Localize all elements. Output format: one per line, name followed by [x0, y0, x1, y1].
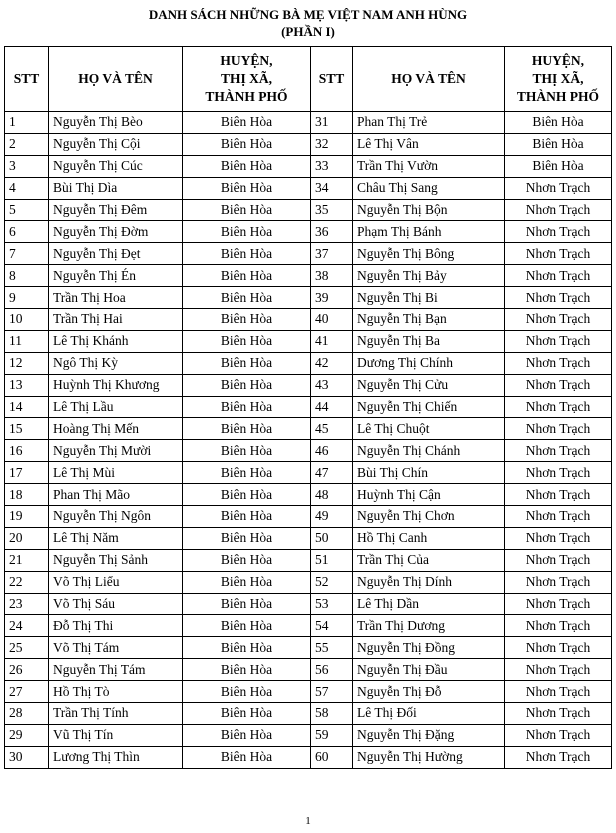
cell-stt-left: 3: [5, 155, 49, 177]
cell-stt-right: 32: [311, 133, 353, 155]
cell-name-left: Hoàng Thị Mến: [49, 418, 183, 440]
cell-name-left: Bùi Thị Dìa: [49, 177, 183, 199]
cell-place-left: Biên Hòa: [183, 746, 311, 768]
cell-name-left: Nguyễn Thị Tám: [49, 659, 183, 681]
table-header-row: [5, 47, 612, 112]
cell-name-left: Lê Thị Khánh: [49, 330, 183, 352]
cell-name-right: Lê Thị Vân: [353, 133, 505, 155]
cell-stt-left: 19: [5, 506, 49, 528]
table-row: [5, 221, 612, 243]
cell-stt-left: 18: [5, 484, 49, 506]
cell-place-left: Biên Hòa: [183, 133, 311, 155]
cell-name-right: Phan Thị Trẻ: [353, 112, 505, 134]
header-place-line3: THÀNH PHỐ: [205, 89, 288, 104]
cell-place-right: Nhơn Trạch: [505, 418, 612, 440]
cell-stt-right: 46: [311, 440, 353, 462]
cell-name-right: Trần Thị Vườn: [353, 155, 505, 177]
cell-place-right: Nhơn Trạch: [505, 199, 612, 221]
table-row: [5, 177, 612, 199]
table-body: [5, 112, 612, 769]
cell-stt-right: 41: [311, 330, 353, 352]
cell-place-right: Nhơn Trạch: [505, 440, 612, 462]
header-place-line2: THỊ XÃ,: [532, 71, 584, 86]
header-place-left: [183, 47, 311, 112]
cell-stt-left: 9: [5, 287, 49, 309]
cell-place-right: Nhơn Trạch: [505, 287, 612, 309]
cell-stt-right: 35: [311, 199, 353, 221]
cell-place-left: Biên Hòa: [183, 549, 311, 571]
header-place-right: [505, 47, 612, 112]
cell-stt-right: 50: [311, 527, 353, 549]
cell-stt-right: 42: [311, 352, 353, 374]
cell-place-left: Biên Hòa: [183, 177, 311, 199]
cell-name-right: Nguyễn Thị Đặng: [353, 724, 505, 746]
cell-name-right: Nguyễn Thị Cửu: [353, 374, 505, 396]
cell-name-right: Nguyễn Thị Bộn: [353, 199, 505, 221]
table-row: [5, 637, 612, 659]
cell-place-right: Nhơn Trạch: [505, 352, 612, 374]
cell-name-left: Nguyễn Thị Ngôn: [49, 506, 183, 528]
cell-place-right: Nhơn Trạch: [505, 615, 612, 637]
cell-name-right: Trần Thị Dương: [353, 615, 505, 637]
cell-name-left: Lê Thị Năm: [49, 527, 183, 549]
cell-place-right: Nhơn Trạch: [505, 703, 612, 725]
cell-place-right: Nhơn Trạch: [505, 637, 612, 659]
cell-place-left: Biên Hòa: [183, 374, 311, 396]
cell-place-left: Biên Hòa: [183, 418, 311, 440]
table-row: [5, 724, 612, 746]
cell-name-left: Trần Thị Hoa: [49, 287, 183, 309]
cell-place-left: Biên Hòa: [183, 615, 311, 637]
cell-name-left: Nguyễn Thị Đêm: [49, 199, 183, 221]
cell-stt-left: 30: [5, 746, 49, 768]
cell-name-left: Nguyễn Thị Đờm: [49, 221, 183, 243]
cell-stt-left: 20: [5, 527, 49, 549]
cell-stt-left: 5: [5, 199, 49, 221]
table-row: [5, 484, 612, 506]
cell-place-right: Nhơn Trạch: [505, 549, 612, 571]
table-row: [5, 112, 612, 134]
cell-name-right: Nguyễn Thị Bông: [353, 243, 505, 265]
cell-place-left: Biên Hòa: [183, 462, 311, 484]
cell-place-right: Nhơn Trạch: [505, 462, 612, 484]
cell-stt-left: 6: [5, 221, 49, 243]
table-row: [5, 396, 612, 418]
cell-name-right: Nguyễn Thị Bạn: [353, 309, 505, 331]
cell-name-right: Nguyễn Thị Chiến: [353, 396, 505, 418]
cell-place-right: Nhơn Trạch: [505, 681, 612, 703]
cell-place-left: Biên Hòa: [183, 484, 311, 506]
cell-stt-left: 13: [5, 374, 49, 396]
cell-name-right: Lê Thị Đối: [353, 703, 505, 725]
cell-stt-left: 23: [5, 593, 49, 615]
cell-name-left: Võ Thị Sáu: [49, 593, 183, 615]
cell-stt-right: 53: [311, 593, 353, 615]
cell-stt-left: 21: [5, 549, 49, 571]
cell-name-left: Trần Thị Hai: [49, 309, 183, 331]
cell-stt-left: 17: [5, 462, 49, 484]
header-place-line1: HUYỆN,: [531, 53, 585, 68]
cell-stt-left: 25: [5, 637, 49, 659]
cell-stt-right: 52: [311, 571, 353, 593]
cell-name-right: Nguyễn Thị Đỗ: [353, 681, 505, 703]
cell-place-right: Biên Hòa: [505, 133, 612, 155]
cell-stt-left: 1: [5, 112, 49, 134]
cell-place-right: Nhơn Trạch: [505, 571, 612, 593]
cell-stt-right: 33: [311, 155, 353, 177]
cell-stt-right: 54: [311, 615, 353, 637]
cell-stt-right: 47: [311, 462, 353, 484]
cell-name-right: Nguyễn Thị Dính: [353, 571, 505, 593]
cell-stt-left: 26: [5, 659, 49, 681]
cell-place-left: Biên Hòa: [183, 243, 311, 265]
cell-stt-left: 28: [5, 703, 49, 725]
header-stt-left: STT: [5, 47, 49, 112]
table-row: [5, 243, 612, 265]
mothers-table: [4, 46, 612, 769]
cell-name-right: Lê Thị Dần: [353, 593, 505, 615]
cell-name-right: Lê Thị Chuột: [353, 418, 505, 440]
header-name-right: HỌ VÀ TÊN: [353, 47, 505, 112]
table-row: [5, 462, 612, 484]
cell-stt-left: 8: [5, 265, 49, 287]
cell-stt-right: 37: [311, 243, 353, 265]
cell-place-right: Nhơn Trạch: [505, 724, 612, 746]
cell-place-right: Biên Hòa: [505, 112, 612, 134]
cell-name-left: Nguyễn Thị Đẹt: [49, 243, 183, 265]
cell-place-left: Biên Hòa: [183, 593, 311, 615]
cell-name-right: Châu Thị Sang: [353, 177, 505, 199]
cell-stt-right: 55: [311, 637, 353, 659]
cell-place-left: Biên Hòa: [183, 221, 311, 243]
cell-name-right: Trần Thị Của: [353, 549, 505, 571]
table-row: [5, 133, 612, 155]
table-row: [5, 309, 612, 331]
table-row: [5, 352, 612, 374]
cell-place-left: Biên Hòa: [183, 396, 311, 418]
cell-name-left: Nguyễn Thị Cội: [49, 133, 183, 155]
cell-place-left: Biên Hòa: [183, 506, 311, 528]
cell-name-right: Nguyễn Thị Đầu: [353, 659, 505, 681]
cell-stt-right: 34: [311, 177, 353, 199]
cell-place-left: Biên Hòa: [183, 440, 311, 462]
cell-place-right: Nhơn Trạch: [505, 330, 612, 352]
header-name-left: HỌ VÀ TÊN: [49, 47, 183, 112]
cell-stt-right: 40: [311, 309, 353, 331]
cell-name-right: Nguyễn Thị Bi: [353, 287, 505, 309]
table-row: [5, 418, 612, 440]
cell-place-left: Biên Hòa: [183, 703, 311, 725]
cell-stt-right: 57: [311, 681, 353, 703]
cell-name-right: Nguyễn Thị Hường: [353, 746, 505, 768]
table-row: [5, 330, 612, 352]
cell-place-right: Nhơn Trạch: [505, 659, 612, 681]
table-row: [5, 593, 612, 615]
cell-stt-left: 27: [5, 681, 49, 703]
header-place-line3: THÀNH PHỐ: [516, 89, 600, 104]
cell-stt-left: 22: [5, 571, 49, 593]
table-row: [5, 374, 612, 396]
cell-stt-left: 24: [5, 615, 49, 637]
cell-name-right: Huỳnh Thị Cận: [353, 484, 505, 506]
cell-stt-right: 51: [311, 549, 353, 571]
cell-name-right: Phạm Thị Bánh: [353, 221, 505, 243]
cell-name-left: Lương Thị Thìn: [49, 746, 183, 768]
cell-place-left: Biên Hòa: [183, 309, 311, 331]
cell-place-left: Biên Hòa: [183, 330, 311, 352]
cell-stt-left: 12: [5, 352, 49, 374]
cell-name-left: Nguyễn Thị Cúc: [49, 155, 183, 177]
table-row: [5, 287, 612, 309]
cell-stt-left: 10: [5, 309, 49, 331]
cell-name-left: Ngô Thị Kỳ: [49, 352, 183, 374]
cell-name-right: Nguyễn Thị Ba: [353, 330, 505, 352]
cell-stt-right: 48: [311, 484, 353, 506]
cell-name-left: Lê Thị Mùi: [49, 462, 183, 484]
table-row: [5, 506, 612, 528]
cell-place-right: Nhơn Trạch: [505, 396, 612, 418]
cell-stt-right: 43: [311, 374, 353, 396]
cell-stt-left: 14: [5, 396, 49, 418]
cell-place-right: Nhơn Trạch: [505, 265, 612, 287]
cell-stt-left: 4: [5, 177, 49, 199]
cell-stt-right: 58: [311, 703, 353, 725]
cell-name-right: Nguyễn Thị Bảy: [353, 265, 505, 287]
cell-stt-right: 36: [311, 221, 353, 243]
table-row: [5, 440, 612, 462]
cell-place-right: Nhơn Trạch: [505, 527, 612, 549]
cell-stt-left: 15: [5, 418, 49, 440]
cell-name-right: Nguyễn Thị Đồng: [353, 637, 505, 659]
table-row: [5, 549, 612, 571]
cell-name-left: Nguyễn Thị Sảnh: [49, 549, 183, 571]
cell-stt-right: 45: [311, 418, 353, 440]
table-row: [5, 703, 612, 725]
cell-name-left: Trần Thị Tính: [49, 703, 183, 725]
table-row: [5, 155, 612, 177]
document-title: [0, 6, 616, 40]
cell-name-right: Nguyễn Thị Chánh: [353, 440, 505, 462]
cell-place-left: Biên Hòa: [183, 571, 311, 593]
cell-stt-right: 38: [311, 265, 353, 287]
cell-place-right: Nhơn Trạch: [505, 309, 612, 331]
cell-stt-right: 59: [311, 724, 353, 746]
cell-stt-right: 39: [311, 287, 353, 309]
table-row: [5, 746, 612, 768]
table-row: [5, 265, 612, 287]
cell-place-left: Biên Hòa: [183, 527, 311, 549]
cell-stt-right: 60: [311, 746, 353, 768]
cell-stt-left: 16: [5, 440, 49, 462]
cell-place-right: Nhơn Trạch: [505, 243, 612, 265]
cell-name-left: Đỗ Thị Thi: [49, 615, 183, 637]
cell-place-left: Biên Hòa: [183, 287, 311, 309]
cell-stt-right: 49: [311, 506, 353, 528]
cell-place-right: Biên Hòa: [505, 155, 612, 177]
cell-name-left: Vũ Thị Tín: [49, 724, 183, 746]
cell-place-left: Biên Hòa: [183, 637, 311, 659]
cell-place-left: Biên Hòa: [183, 112, 311, 134]
table-row: [5, 681, 612, 703]
cell-place-right: Nhơn Trạch: [505, 746, 612, 768]
cell-place-right: Nhơn Trạch: [505, 221, 612, 243]
cell-name-right: Nguyễn Thị Chơn: [353, 506, 505, 528]
header-place-line1: HUYỆN,: [220, 53, 273, 68]
cell-name-left: Võ Thị Tám: [49, 637, 183, 659]
cell-stt-left: 29: [5, 724, 49, 746]
title-line-2: (PHẦN I): [281, 24, 335, 39]
cell-place-left: Biên Hòa: [183, 352, 311, 374]
cell-place-right: Nhơn Trạch: [505, 484, 612, 506]
page-number: 1: [305, 815, 311, 827]
cell-stt-left: 11: [5, 330, 49, 352]
cell-place-left: Biên Hòa: [183, 155, 311, 177]
table-row: [5, 659, 612, 681]
cell-place-right: Nhơn Trạch: [505, 506, 612, 528]
cell-name-left: Hồ Thị Tò: [49, 681, 183, 703]
cell-name-right: Dương Thị Chính: [353, 352, 505, 374]
cell-place-left: Biên Hòa: [183, 265, 311, 287]
cell-place-right: Nhơn Trạch: [505, 374, 612, 396]
cell-stt-right: 31: [311, 112, 353, 134]
table-row: [5, 571, 612, 593]
cell-name-left: Võ Thị Liểu: [49, 571, 183, 593]
table-row: [5, 527, 612, 549]
cell-name-right: Bùi Thị Chín: [353, 462, 505, 484]
cell-stt-right: 56: [311, 659, 353, 681]
cell-stt-left: 7: [5, 243, 49, 265]
cell-name-left: Lê Thị Lầu: [49, 396, 183, 418]
cell-place-left: Biên Hòa: [183, 724, 311, 746]
cell-place-left: Biên Hòa: [183, 659, 311, 681]
cell-stt-right: 44: [311, 396, 353, 418]
cell-name-left: Phan Thị Mão: [49, 484, 183, 506]
table-row: [5, 615, 612, 637]
cell-place-right: Nhơn Trạch: [505, 177, 612, 199]
cell-name-left: Nguyễn Thị Mười: [49, 440, 183, 462]
cell-name-left: Huỳnh Thị Khương: [49, 374, 183, 396]
table-row: [5, 199, 612, 221]
cell-name-left: Nguyễn Thị Bèo: [49, 112, 183, 134]
cell-place-left: Biên Hòa: [183, 199, 311, 221]
cell-place-left: Biên Hòa: [183, 681, 311, 703]
header-stt-right: STT: [311, 47, 353, 112]
cell-name-right: Hồ Thị Canh: [353, 527, 505, 549]
cell-place-right: Nhơn Trạch: [505, 593, 612, 615]
title-line-1: DANH SÁCH NHỮNG BÀ MẸ VIỆT NAM ANH HÙNG: [148, 7, 468, 22]
header-place-line2: THỊ XÃ,: [220, 71, 272, 86]
cell-stt-left: 2: [5, 133, 49, 155]
cell-name-left: Nguyễn Thị Én: [49, 265, 183, 287]
